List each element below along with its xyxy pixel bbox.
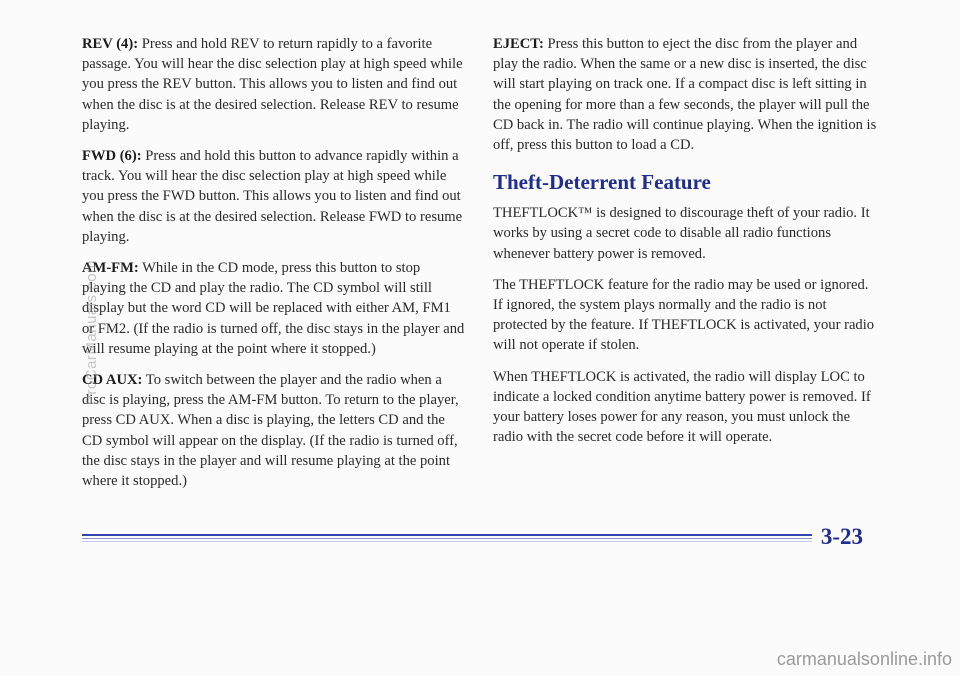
footer-site-link[interactable]: carmanualsonline.info xyxy=(776,649,952,669)
theftlock-paragraph-2: The THEFTLOCK feature for the radio may be used or ignored. If ignored, the system plays normally and the radio is not protected by the feature. If THEFTLOCK is activated, your radio will not operate if stolen. xyxy=(493,276,875,354)
fwd-label: FWD (6): xyxy=(82,148,142,165)
section-heading: Theft-Deterrent Feature xyxy=(493,170,711,195)
fwd-paragraph xyxy=(82,146,466,247)
theftlock-paragraph-3: When THEFTLOCK is activated, the radio will display LOC to indicate a locked condition anytime battery power is removed. If your battery loses power for any reason, you must unlock the radio with the secret code before it will operate. xyxy=(493,368,871,446)
right-column xyxy=(493,34,877,458)
footer-rule xyxy=(82,534,812,536)
rev-label: REV (4): xyxy=(82,36,139,52)
eject-text: Press this button to eject the disc from the player and play the radio. When the same or a new disc is inserted, the disc will start playing on track one. If a compact disc is left sitting in the opening for more than a few seconds, the player will pull the CD back in. The radio will continue playing. When the ignition is off, press this button to load a CD. xyxy=(493,36,877,154)
theftlock-paragraph-1: THEFTLOCK™ is designed to discourage theft of your radio. It works by using a secret code to disable all radio functions whenever battery power is removed. xyxy=(493,205,870,262)
footer-rule-secondary xyxy=(82,538,812,539)
watermark-text: ProCarManuals.com xyxy=(83,259,101,405)
fwd-text: Press and hold this button to advance rapidly within a track. You will hear the disc selection play at high speed while you press the FWD button. This allows you to listen and find out when the disc is at the desired selection. Release FWD to resume playing. xyxy=(82,148,463,245)
footer-rule-tertiary xyxy=(82,541,812,542)
vertical-watermark xyxy=(80,214,104,450)
am-fm-text: While in the CD mode, press this button to stop playing the CD and play the radio. The CD symbol will still display but the word CD will be replaced with either AM, FM1 or FM2. (If the radio is turned off, the disc stays in the player and will resume playing at the point where it stopped.) xyxy=(82,260,465,357)
am-fm-paragraph xyxy=(82,258,466,359)
page-number: 3-23 xyxy=(820,524,863,549)
eject-paragraph xyxy=(493,34,877,155)
cd-aux-paragraph xyxy=(82,370,466,491)
am-fm-label: AM-FM: xyxy=(82,260,139,277)
rev-text: Press and hold REV to return rapidly to a favorite passage. You will hear the disc selection play at high speed while you press the REV button. This allows you to listen and find out when the disc is at the desired selection. Release REV to resume playing. xyxy=(82,36,463,133)
cd-aux-text: To switch between the player and the radio when a disc is playing, press the AM-FM button. To return to the player, press CD AUX. When a disc is playing, the letters CD and the CD symbol will appear on the display. (If the radio is turned off, the disc stays in the player and will resume playing at the point where it stopped.) xyxy=(82,372,459,490)
left-column xyxy=(82,34,466,502)
eject-label: EJECT: xyxy=(493,36,544,52)
rev-paragraph xyxy=(82,34,466,135)
cd-aux-label: CD AUX: xyxy=(82,372,143,389)
